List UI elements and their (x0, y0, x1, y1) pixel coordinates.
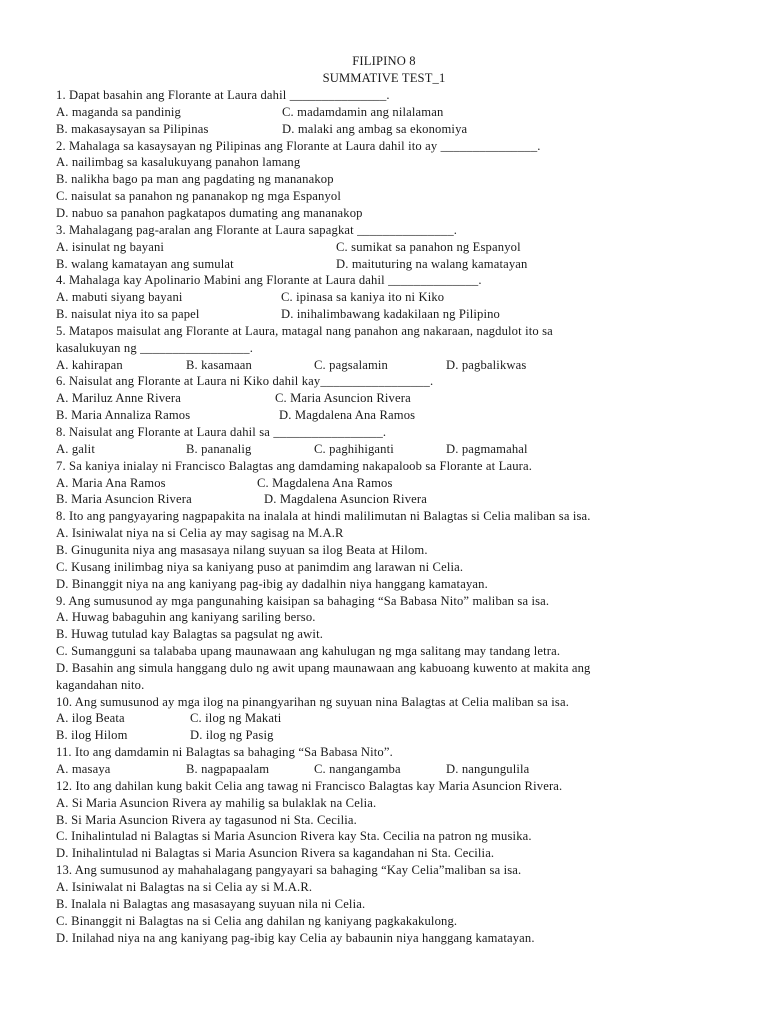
text-line: B. Si Maria Asuncion Rivera ay tagasunod ni Sta. Cecilia. (56, 812, 357, 827)
text-line: 1. Dapat basahin ang Florante at Laura dahil _______________. (56, 88, 390, 102)
text-line: 2. Mahalaga sa kasaysayan ng Pilipinas ang Florante at Laura dahil ito ay _______________. (56, 138, 541, 153)
text-line: A. Isiniwalat niya na si Celia ay may sagisag na M.A.R (56, 526, 344, 541)
choice-left: B. makasaysayan sa Pilipinas (56, 121, 209, 136)
choice-right: C. ipinasa sa kaniya ito ni Kiko (281, 290, 445, 305)
choice-option: C. nangangamba (314, 762, 401, 776)
text-line: D. Inihalintulad ni Balagtas si Maria Asuncion Rivera sa kagandahan ni Sta. Cecilia. (56, 846, 495, 861)
choice-right: C. ilog ng Makati (190, 711, 282, 726)
text-line: A. Si Maria Asuncion Rivera ay mahilig sa bulaklak na Celia. (56, 795, 377, 810)
choice-left: B. Maria Annaliza Ramos (56, 408, 191, 423)
choice-left: B. walang kamatayan ang sumulat (56, 256, 234, 271)
text-line: A. Isiniwalat ni Balagtas na si Celia ay si M.A.R. (56, 879, 313, 894)
choice-left: A. Mariluz Anne Rivera (56, 391, 182, 406)
choice-left: A. ilog Beata (56, 711, 125, 726)
choice-option: B. pananalig (186, 441, 252, 456)
text-line: 3. Mahalagang pag-aralan ang Florante at Laura sapagkat _______________. (56, 222, 458, 237)
text-line: 7. Sa kaniya inialay ni Francisco Balagtas ang damdaming nakapaloob sa Florante at Laura. (56, 458, 533, 473)
choice-left: A. maganda sa pandinig (56, 104, 182, 119)
text-line: D. Inilahad niya na ang kaniyang pag-ibig kay Celia ay babaunin niya hanggang kamatayan. (56, 930, 535, 945)
text-line: A. Huwag babaguhin ang kaniyang sariling berso. (56, 610, 316, 625)
text-line: C. Binanggit ni Balagtas na si Celia ang dahilan ng kaniyang pagkakakulong. (56, 913, 458, 928)
text-line: 9. Ang sumusunod ay mga pangunahing kaisipan sa bahaging “Sa Babasa Nito” maliban sa isa. (56, 593, 550, 608)
choice-left: A. mabuti siyang bayani (56, 290, 183, 305)
text-line: B. Ginugunita niya ang masasaya nilang suyuan sa ilog Beata at Hilom. (56, 542, 428, 557)
choice-right: C. Maria Asuncion Rivera (275, 391, 411, 406)
choice-option: B. nagpapaalam (186, 762, 270, 776)
text-line: C. naisulat sa panahon ng pananakop ng mga Espanyol (56, 189, 342, 204)
choice-option: A. masaya (56, 762, 111, 776)
text-line: 8. Naisulat ang Florante at Laura dahil sa _________________. (56, 425, 387, 439)
text-line: kasalukuyan ng _________________. (56, 340, 253, 355)
text-line: D. nabuo sa panahon pagkatapos dumating ang mananakop (56, 205, 363, 220)
text-line: B. Huwag tutulad kay Balagtas sa pagsulat ng awit. (56, 627, 324, 642)
text-line: C. Kusang inilimbag niya sa kaniyang puso at panimdim ang larawan ni Celia. (56, 559, 464, 574)
choice-option: B. kasamaan (186, 357, 252, 372)
text-line: A. nailimbag sa kasalukuyang panahon lamang (56, 155, 301, 170)
text-line: D. Binanggit niya na ang kaniyang pag-ibig ay dadalhin niya hanggang kamatayan. (56, 576, 488, 591)
text-line: D. Basahin ang simula hanggang dulo ng awit upang maunawaan ang kabuoang kuwento at makita ang (56, 660, 591, 675)
text-line: C. Inihalintulad ni Balagtas si Maria Asuncion Rivera kay Sta. Cecilia na patron ng musika. (56, 829, 532, 844)
text-line: 8. Ito ang pangyayaring nagpapakita na inalala at hindi malilimutan ni Balagtas si Celia maliban sa isa. (56, 509, 591, 524)
choice-right: D. Magdalena Ana Ramos (279, 408, 416, 423)
choice-right: C. sumikat sa panahon ng Espanyol (336, 239, 521, 254)
text-line: C. Sumangguni sa talababa upang maunawaan ang kahulugan ng mga salitang may tandang letra. (56, 644, 561, 659)
choice-option: A. kahirapan (56, 357, 123, 372)
choice-left: B. ilog Hilom (56, 728, 128, 743)
choice-option: A. galit (56, 441, 95, 456)
text-line: 10. Ang sumusunod ay mga ilog na pinangyarihan ng suyuan nina Balagtas at Celia maliban sa isa. (56, 694, 570, 709)
text-line: 4. Mahalaga kay Apolinario Mabini ang Florante at Laura dahil ______________. (56, 273, 482, 288)
choice-left: B. naisulat niya ito sa papel (56, 307, 200, 322)
text-line: B. Inalala ni Balagtas ang masasayang suyuan nila ni Celia. (56, 896, 366, 911)
subject-title: FILIPINO 8 (352, 54, 416, 68)
choice-option: C. pagsalamin (314, 357, 389, 372)
test-title: SUMMATIVE TEST_1 (322, 71, 446, 85)
choice-option: C. paghihiganti (314, 441, 394, 456)
choice-left: B. Maria Asuncion Rivera (56, 492, 192, 507)
choice-right: D. maituturing na walang kamatayan (336, 256, 528, 271)
text-line: 12. Ito ang dahilan kung bakit Celia ang tawag ni Francisco Balagtas kay Maria Asuncion Rivera. (56, 778, 563, 793)
choice-option: D. nangungulila (446, 762, 530, 776)
text-line: 13. Ang sumusunod ay mahahalagang pangyayari sa bahaging “Kay Celia”maliban sa isa. (56, 863, 522, 878)
choice-right: C. Magdalena Ana Ramos (257, 475, 393, 490)
choice-option: D. pagmamahal (446, 441, 528, 456)
text-line: 11. Ito ang damdamin ni Balagtas sa bahaging “Sa Babasa Nito”. (56, 745, 393, 760)
choice-right: D. malaki ang ambag sa ekonomiya (282, 121, 468, 136)
text-line: B. nalikha bago pa man ang pagdating ng mananakop (56, 172, 334, 187)
choice-right: D. ilog ng Pasig (190, 728, 274, 743)
text-line: 5. Matapos maisulat ang Florante at Laura, matagal nang panahon ang nakaraan, nagdulot ito sa (56, 323, 553, 338)
text-line: kagandahan nito. (56, 677, 145, 692)
choice-option: D. pagbalikwas (446, 357, 527, 372)
choice-left: A. isinulat ng bayani (56, 239, 165, 254)
text-line: 6. Naisulat ang Florante at Laura ni Kiko dahil kay_________________. (56, 374, 434, 389)
choice-right: C. madamdamin ang nilalaman (282, 104, 444, 119)
choice-left: A. Maria Ana Ramos (56, 475, 166, 490)
choice-right: D. Magdalena Asuncion Rivera (264, 492, 427, 507)
choice-right: D. inihalimbawang kadakilaan ng Pilipino (281, 307, 501, 322)
